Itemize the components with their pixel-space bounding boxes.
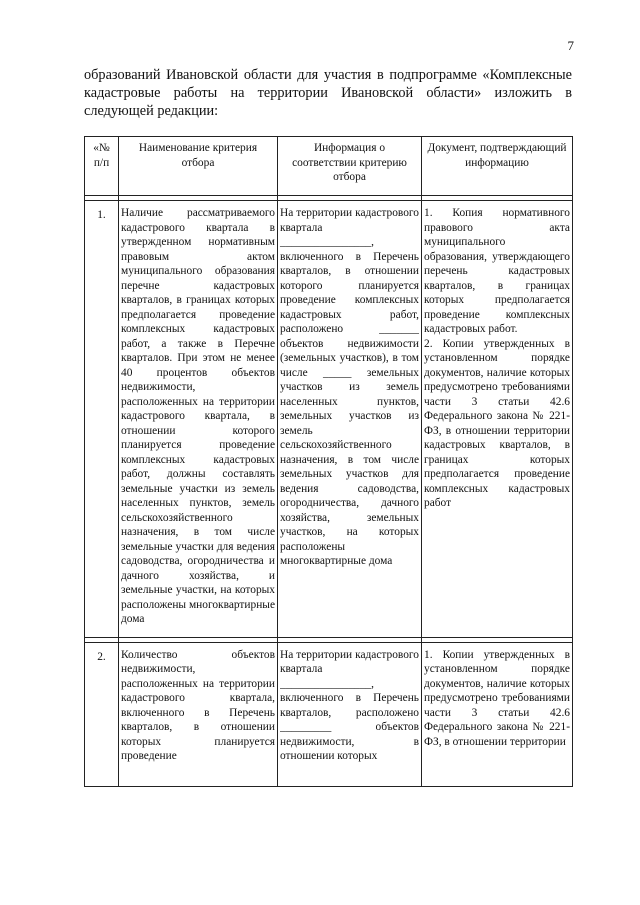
information-text: На территории кадастрового квартала ________________, включенного в Перечень кварталов, расположено _________ объектов недвижимости, в отношении которых [280,648,419,762]
criterion-cell [119,201,278,638]
document-item: 1. Копии утвержденных в установленном порядке документов, наличие которых предусмотрено требованиями части 3 статьи 42.6 Федерального закона № 221-ФЗ, в отношении территории [424,648,570,748]
row-number: 2. [85,642,119,786]
criterion-cell [119,642,278,786]
document-item: 2. Копии утвержденных в установленном порядке документов, наличие которых предусмотрено требованиями части 3 статьи 42.6 Федерального закона № 221-ФЗ, в отношении территории кадастровых кварталов, в границах которых предполагается проведение комплексных кадастровых работ [424,337,570,509]
criterion-text: Количество объектов недвижимости, расположенных на территории кадастрового квартала, включенного в Перечень кварталов, в отношении которых планируется проведение [121,648,275,762]
table-row [85,201,573,638]
information-text: На территории кадастрового квартала ________________, включенного в Перечень кварталов, в отношении которого планируется проведение комплексных кадастровых работ, расположено _______ объектов недвижимости (земельных участков), в том числе _____ земельных участков из земель населенных пунктов, земельных участков из земель сельскохозяйственного назначения, в том числе земельных участков для ведения садоводства, огородничества, дачного хозяйства, земельных участков, на которых расположены многоквартирные дома [280,207,419,567]
criteria-table [84,136,573,787]
information-cell [278,201,422,638]
intro-paragraph: образований Ивановской области для участия в подпрограмме «Комплексные кадастровые работы на территории Ивановской области» изложить в следующей редакции: [84,67,572,119]
table-header-row [85,137,573,196]
header-criterion: Наименование критерия отбора [119,137,278,196]
row-number: 1. [85,201,119,638]
header-information: Информация о соответствии критерию отбора [278,137,422,196]
page-number: 7 [567,38,574,53]
document-item: 1. Копия нормативного правового акта муниципального образования, утверждающего перечень кадастровых кварталов, в границах которых предполагается проведение комплексных кадастровых работ. [424,207,570,335]
document-cell [422,201,573,638]
criterion-text: Наличие рассматриваемого кадастрового квартала в утвержденном нормативным правовым актом муниципального образования перечне кадастровых кварталов, в границах которых предполагается проведение комплексных кадастровых работ, а также в Перечне кварталов. При этом не менее 40 процентов объектов недвижимости, расположенных на территории кадастрового квартала, в отношении которого планируется проведение комплексных кадастровых работ, должны составлять земельные участки из земель населенных пунктов, земель сельскохозяйственного назначения, в том числе земельные участки для ведения садоводства, огородничества и дачного хозяйства, и земельные участки, на которых расположены многоквартирные дома [121,207,275,625]
header-document: Документ, подтверждающий информацию [422,137,573,196]
header-number: «№ п/п [85,137,119,196]
table-row [85,642,573,786]
document-cell [422,642,573,786]
information-cell [278,642,422,786]
